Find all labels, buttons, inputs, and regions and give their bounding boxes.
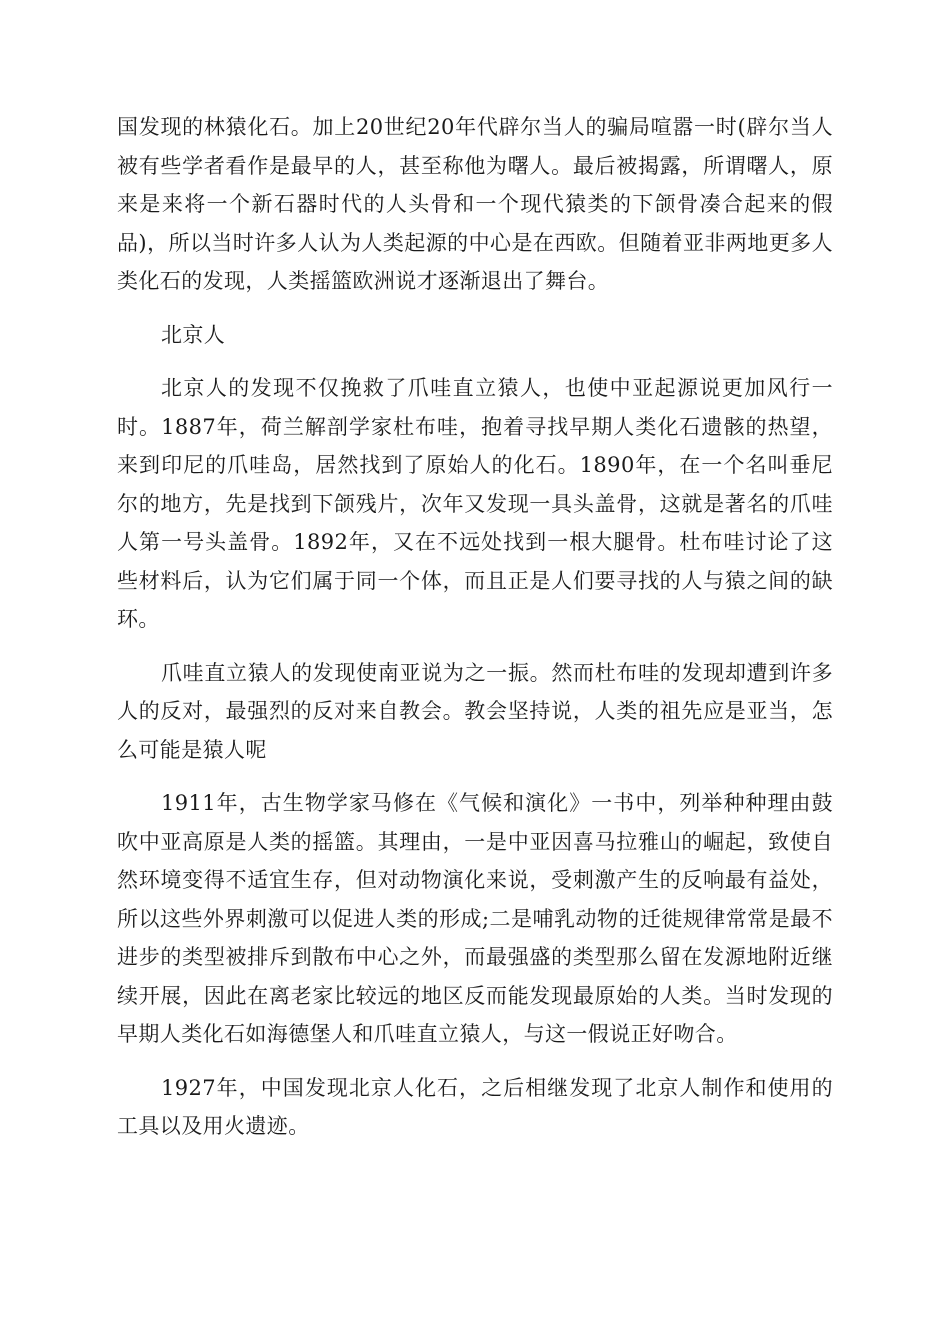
- section-heading: 北京人: [161, 322, 226, 347]
- document-page: [117, 108, 833, 1161]
- paragraph-peking-man-1927: 1927年，中国发现北京人化石，之后相继发现了北京人制作和使用的工具以及用火遗迹。: [117, 1075, 833, 1138]
- paragraph-java-man: 北京人的发现不仅挽救了爪哇直立猿人，也使中亚起源说更加风行一时。1887年，荷兰解剖学家杜布哇，抱着寻找早期人类化石遗骸的热望，来到印尼的爪哇岛，居然找到了原始人的化石。1890年，在一个名叫垂尼尔的地方，先是找到下颌残片，次年又发现一具头盖骨，这就是著名的爪哇人第一号头盖骨。1892年，又在不远处找到一根大腿骨。杜布哇讨论了这些材料后，认为它们属于同一个体，而且正是人们要寻找的人与猿之间的缺环。: [117, 376, 833, 631]
- paragraph-church-opposition: 爪哇直立猿人的发现使南亚说为之一振。然而杜布哇的发现却遭到许多人的反对，最强烈的反对来自教会。教会坚持说，人类的祖先应是亚当，怎么可能是猿人呢: [117, 660, 833, 762]
- paragraph-continuation: 国发现的林猿化石。加上20世纪20年代辟尔当人的骗局喧嚣一时(辟尔当人被有些学者看作是最早的人，甚至称他为曙人。最后被揭露，所谓曙人，原来是来将一个新石器时代的人头骨和一个现代猿类的下颌骨凑合起来的假品)，所以当时许多人认为人类起源的中心是在西欧。但随着亚非两地更多人类化石的发现，人类摇篮欧洲说才逐渐退出了舞台。: [117, 115, 833, 293]
- paragraph-matthew-theory: 1911年，古生物学家马修在《气候和演化》一书中，列举种种理由鼓吹中亚高原是人类的摇篮。其理由，一是中亚因喜马拉雅山的崛起，致使自然环境变得不适宜生存，但对动物演化来说，受刺激产生的反响最有益处，所以这些外界刺激可以促进人类的形成;二是哺乳动物的迁徙规律常常是最不进步的类型被排斥到散布中心之外，而最强盛的类型那么留在发源地附近继续开展，因此在离老家比较远的地区反而能发现最原始的人类。当时发现的早期人类化石如海德堡人和爪哇直立猿人，与这一假说正好吻合。: [117, 791, 833, 1046]
